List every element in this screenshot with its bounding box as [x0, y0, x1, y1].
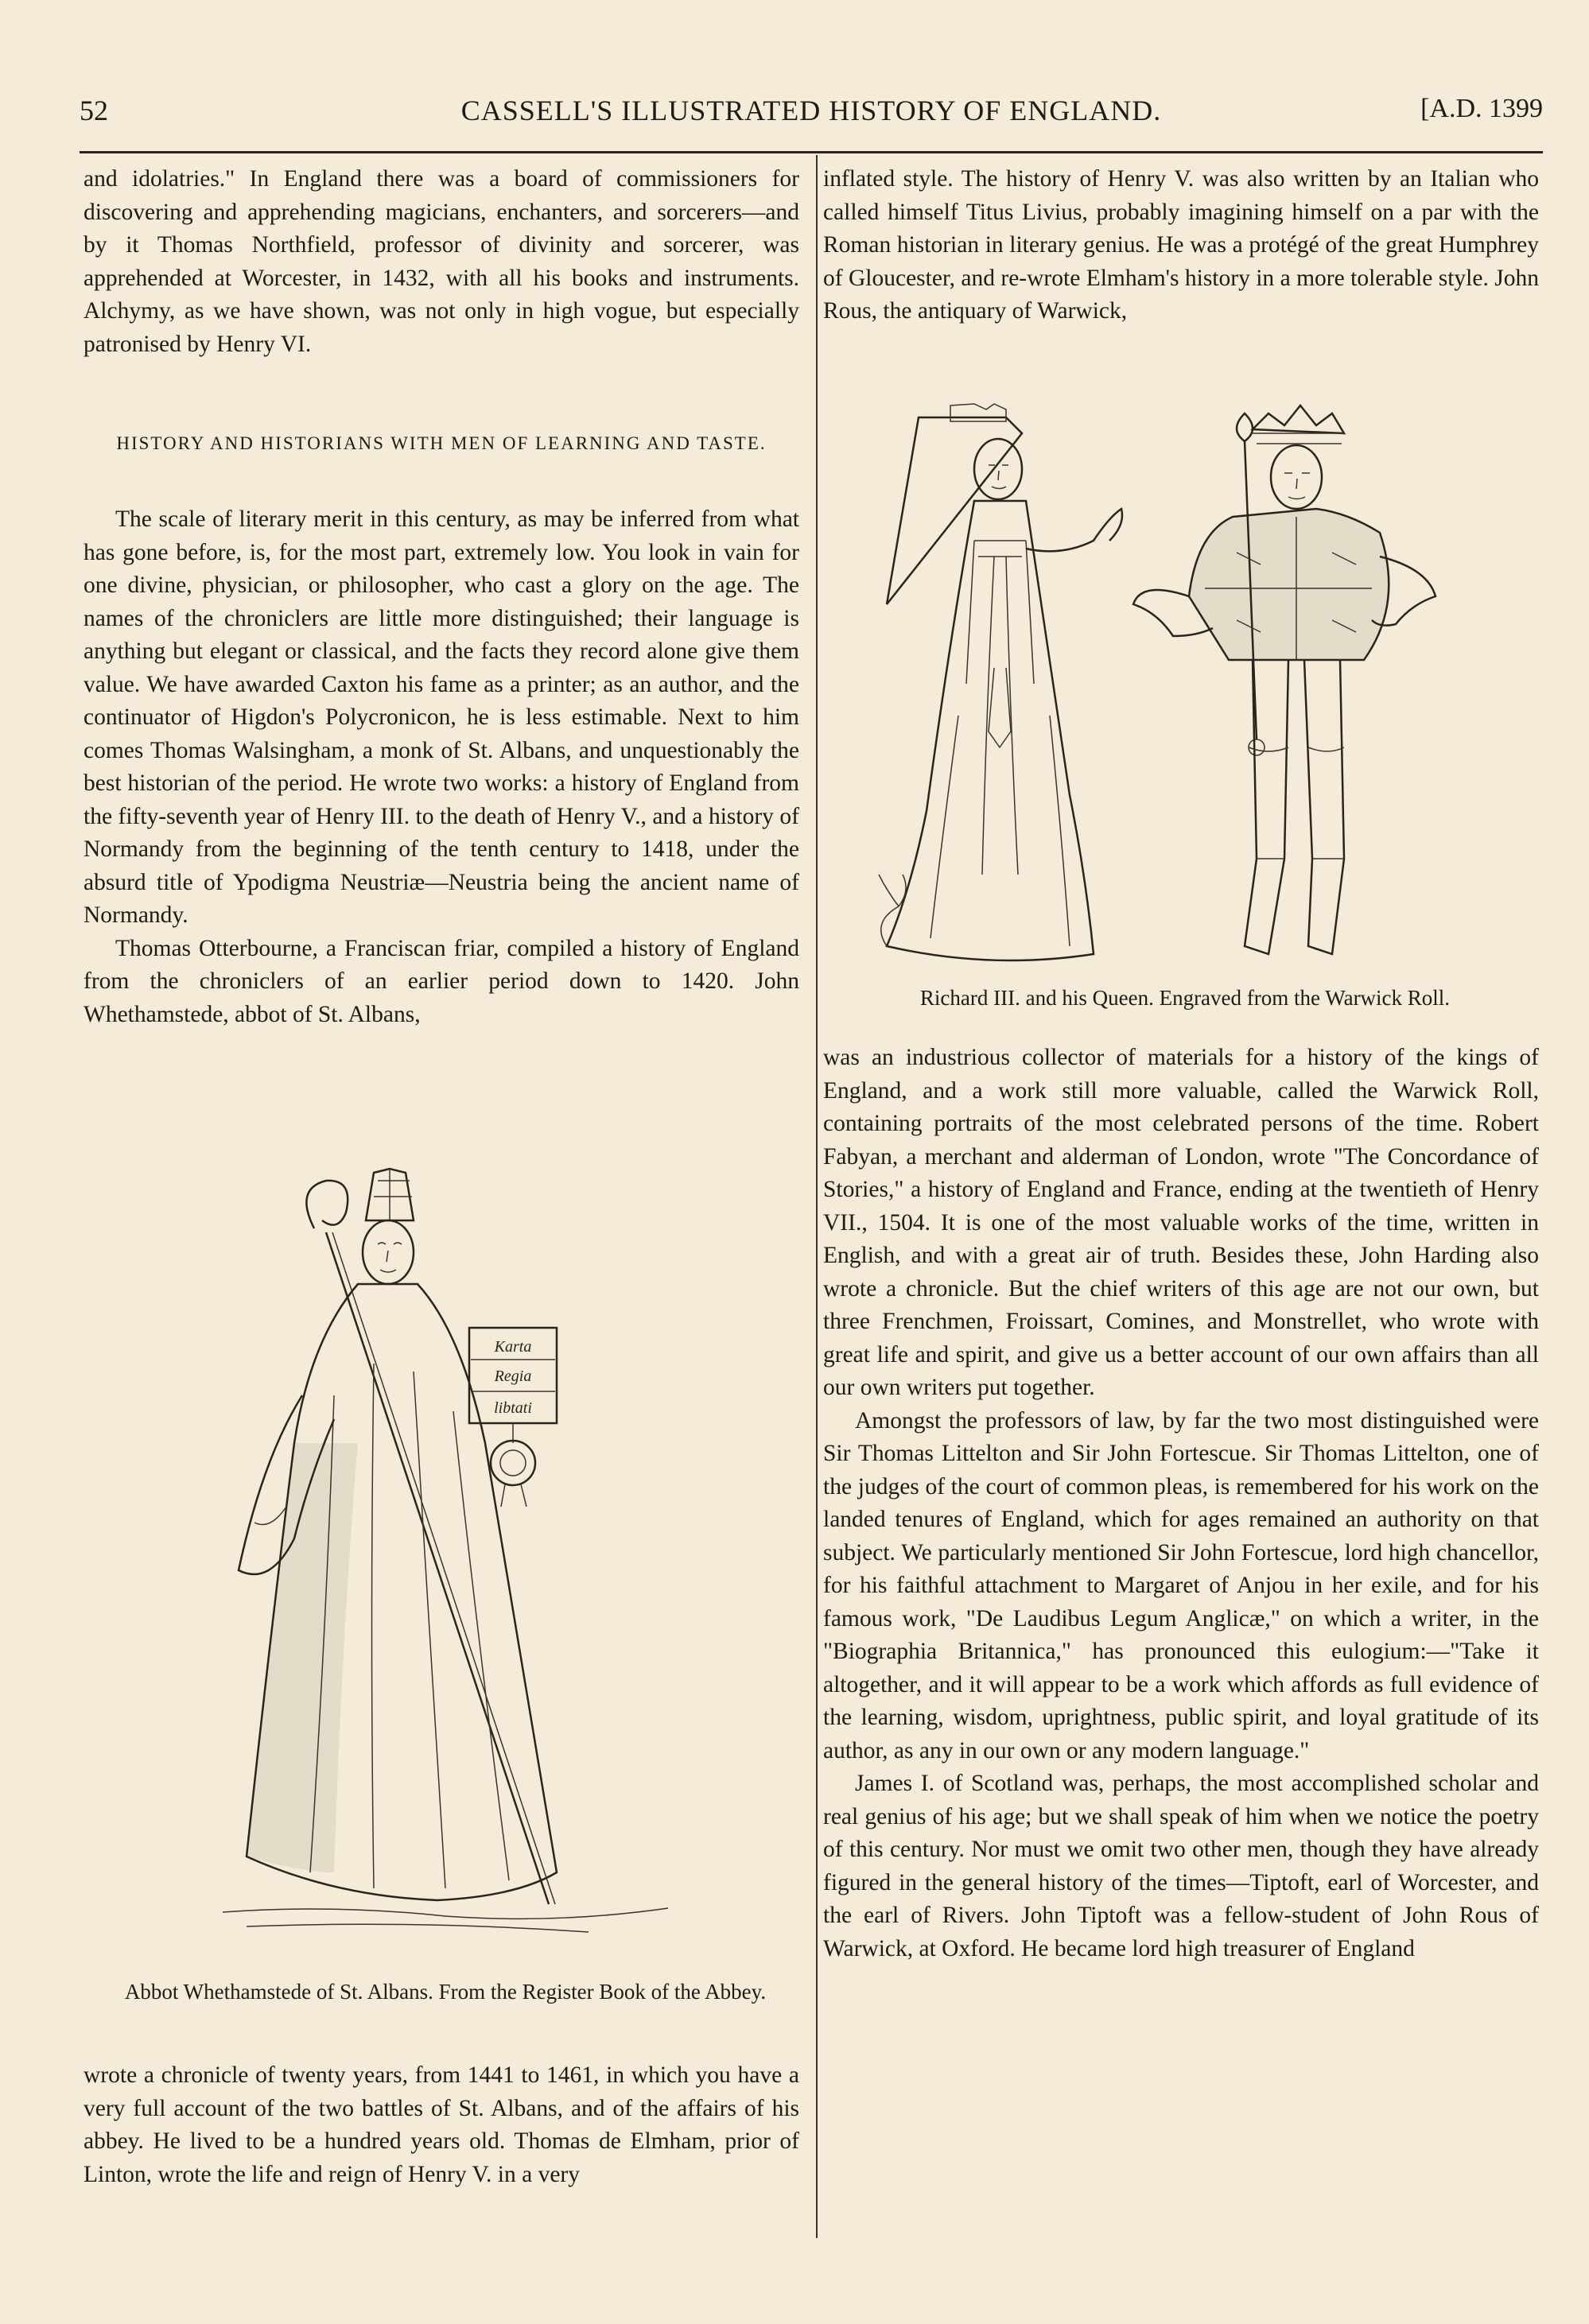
richard-and-queen-engraving: [855, 398, 1547, 978]
richard-figure-caption: Richard III. and his Queen. Engraved from the Warwick Roll.: [919, 986, 1451, 1010]
left-column-bottom: [84, 2059, 799, 2191]
section-heading: HISTORY AND HISTORIANS WITH MEN OF LEARNING AND TASTE.: [116, 433, 767, 453]
left-column-middle: [84, 503, 799, 1031]
book-label-line-3: libtati: [494, 1399, 532, 1417]
left-column-top: [84, 163, 799, 361]
paragraph-otterbourne: Thomas Otterbourne, a Franciscan friar, compiled a history of England from the chroniclers of an earlier period down to 1420. John Whethamstede, abbot of St. Albans,: [84, 935, 799, 1027]
column-divider: [816, 155, 818, 2238]
right-column-top: [823, 163, 1539, 328]
paragraph-inflated-style: inflated style. The history of Henry V. was also written by an Italian who called himself Titus Livius, probably imagining himself on a par with the Roman historian in literary genius. He was a protégé of the great Humphrey of Gloucester, and re-wrote Elmham's history in a more tolerable style. John Rous, the antiquary of Warwick,: [823, 166, 1539, 324]
paragraph-professors-of-law: Amongst the professors of law, by far the two most distinguished were Sir Thomas Littelton and Sir John Fortescue. Sir Thomas Littelton, one of the judges of the court of common pleas, is remembered for his work on the landed tenures of England, which for ages remained an authority on that subject. We particularly mentioned Sir John Fortescue, lord high chancellor, for his faithful attachment to Margaret of Anjou in her exile, and for his famous work, "De Laudibus Legum Anglicæ," on which a writer, in the "Biographia Britannica," has pronounced this eulogium:—"Take it altogether, and it will appear to be a work which affords as full evidence of the learning, wisdom, uprightness, public spirit, and loyal gratitude of its author, as any in our own or any modern language.": [823, 1407, 1539, 1763]
date-reference: [A.D. 1399: [1420, 94, 1543, 123]
paragraph-idolatries: and idolatries." In England there was a board of commissioners for discovering and apprehending magicians, enchanters, and sorcerers—and by it Thomas Northfield, professor of divinity and sorcerer, was apprehended at Worcester, in 1432, with all his books and instruments. Alchymy, as we have shown, was not only in high vogue, but especially patronised by Henry VI.: [84, 166, 799, 357]
header-rule: [80, 151, 1543, 153]
abbot-whethamstede-engraving: [175, 1157, 716, 1952]
book-label-line-2: Regia: [494, 1368, 532, 1385]
paragraph-chronicle: wrote a chronicle of twenty years, from 1441 to 1461, in which you have a very full account of the two battles of St. Albans, and of the affairs of his abbey. He lived to be a hundred years old. Thomas de Elmham, prior of Linton, wrote the life and reign of Henry V. in a very: [84, 2062, 799, 2187]
paragraph-rous: was an industrious collector of materials for a history of the kings of England, and a work still more valuable, called the Warwick Roll, containing portraits of the most celebrated persons of the time. Robert Fabyan, a merchant and alderman of London, wrote "The Concordance of Stories," a history of England and France, ending at the twentieth of Henry VII., 1504. It is one of the most valuable works of the time, written in English, and with a great air of truth. Besides these, John Harding also wrote a chronicle. But the chief writers of this age are not our own, but three Frenchmen, Froissart, Comines, and Monstrellet, who wrote with great life and spirit, and give us a better account of our own affairs than all our own writers put together.: [823, 1045, 1539, 1400]
right-column-bottom: [823, 1042, 1539, 1965]
richard-illustration: [855, 398, 1547, 978]
book-label-line-1: Karta: [494, 1338, 532, 1356]
page-number: 52: [80, 95, 108, 126]
paragraph-literary-merit: The scale of literary merit in this century, as may be inferred from what has gone before, is, for the most part, extremely low. You look in vain for one divine, physician, or philosopher, who cast a glory on the age. The names of the chroniclers are little more distinguished; their language is anything but elegant or classical, and the facts they record alone give them value. We have awarded Caxton his fame as a printer; as an author, and the continuator of Higdon's Polycronicon, he is less estimable. Next to him comes Thomas Walsingham, a monk of St. Albans, and unquestionably the best historian of the period. He wrote two works: a history of England from the fifty-seventh year of Henry III. to the death of Henry V., and a history of Normandy from the beginning of the tenth century to 1418, under the absurd title of Ypodigma Neustriæ—Neustria being the ancient name of Normandy.: [84, 506, 799, 928]
paragraph-james-i: James I. of Scotland was, perhaps, the most accomplished scholar and real genius of his age; but we shall speak of him when we notice the poetry of this century. Nor must we omit two other men, though they have already figured in the general history of the times—Tiptoft, earl of Worcester, and the earl of Rivers. John Tiptoft was a fellow-student of John Rous of Warwick, at Oxford. He became lord high treasurer of England: [823, 1771, 1539, 1961]
abbot-figure-caption: Abbot Whethamstede of St. Albans. From the Register Book of the Abbey.: [124, 1980, 767, 2004]
running-title: CASSELL'S ILLUSTRATED HISTORY OF ENGLAND.: [460, 95, 1162, 126]
page-header: [80, 94, 1543, 142]
abbot-illustration: [175, 1157, 716, 1952]
